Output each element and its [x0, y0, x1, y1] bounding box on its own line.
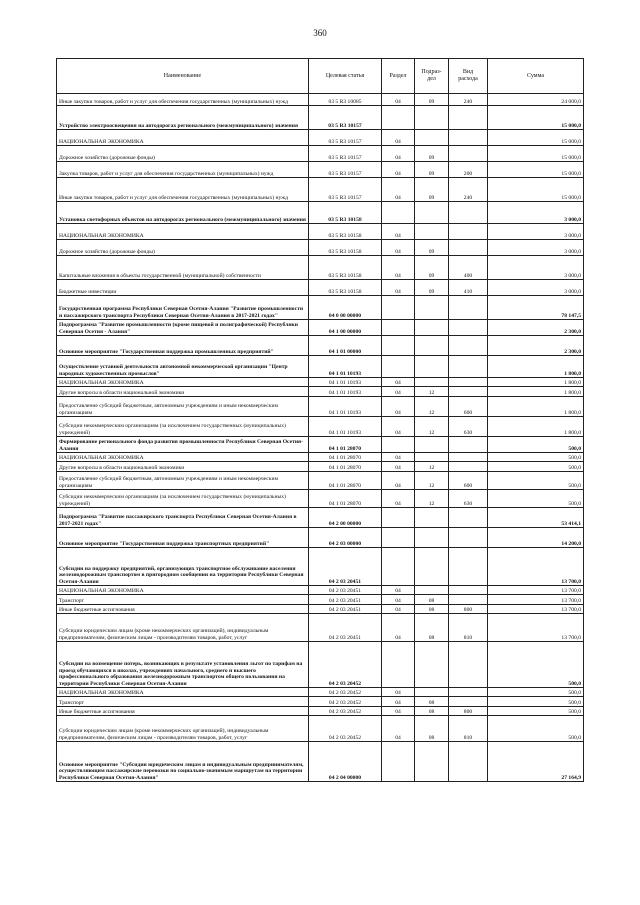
table-row [57, 387, 584, 397]
cell-amount: 13 700,0 [488, 614, 584, 642]
cell-expense-type [449, 320, 488, 336]
cell-section [382, 528, 415, 548]
cell-name: Государственная программа Республики Северная Осетия-Алания "Развитие промышленности и пассажирского транспорта Республики Северная Осетия-Алания в 2017-2021 годах" [57, 296, 309, 320]
cell-target-article: 04 2 03 20452 [309, 642, 382, 688]
cell-name: Капитальные вложения в объекты государственной (муниципальной) собственности [57, 256, 309, 280]
cell-amount: 15 000,0 [488, 146, 584, 162]
cell-section [382, 642, 415, 688]
cell-name: Иные бюджетные ассигнования [57, 707, 309, 716]
cell-expense-type: 600 [449, 397, 488, 417]
table-row [57, 336, 584, 356]
cell-name: Субсидии на возмещение потерь, возникающих в результате установления льгот по тарифам на проезд обучающихся в школах, учреждениях начального, среднего и высшего профессионального образования железнодорожным транспортом общего пользования на территории Республики Северная Осетия-Алания [57, 642, 309, 688]
cell-name: Транспорт [57, 595, 309, 605]
table-row [57, 202, 584, 224]
cell-expense-type [449, 462, 488, 472]
table-row [57, 437, 584, 453]
cell-expense-type: 630 [449, 417, 488, 437]
cell-section: 04 [382, 453, 415, 462]
cell-expense-type [449, 697, 488, 707]
cell-name: Дорожное хозяйство (дорожные фонды) [57, 146, 309, 162]
cell-expense-type: 410 [449, 280, 488, 296]
cell-amount: 27 164,9 [488, 742, 584, 782]
table-row [57, 356, 584, 378]
cell-subsection [415, 548, 449, 586]
table-row [57, 256, 584, 280]
cell-section: 04 [382, 178, 415, 202]
cell-name: Бюджетные инвестиции [57, 280, 309, 296]
cell-amount: 3 000,0 [488, 256, 584, 280]
cell-subsection: 09 [415, 178, 449, 202]
cell-section [382, 106, 415, 130]
cell-subsection: 09 [415, 240, 449, 256]
budget-table [56, 58, 584, 782]
table-row [57, 586, 584, 595]
table-row [57, 697, 584, 707]
cell-subsection: 12 [415, 397, 449, 417]
column-header-amount: Сумма [488, 59, 584, 94]
cell-target-article: 04 2 03 20452 [309, 707, 382, 716]
cell-name: Субсидии юридическим лицам (кроме некоммерческих организаций), индивидуальным предпринимателям, физическим лицам - производителям товаров, работ, услуг [57, 716, 309, 742]
cell-subsection: 09 [415, 146, 449, 162]
cell-expense-type [449, 240, 488, 256]
cell-expense-type [449, 642, 488, 688]
cell-expense-type: 600 [449, 472, 488, 490]
cell-section: 04 [382, 462, 415, 472]
cell-amount: 500,0 [488, 472, 584, 490]
table-row [57, 490, 584, 508]
cell-expense-type: 810 [449, 716, 488, 742]
cell-name: НАЦИОНАЛЬНАЯ ЭКОНОМИКА [57, 688, 309, 697]
table-row [57, 162, 584, 178]
table-row [57, 146, 584, 162]
cell-section: 04 [382, 707, 415, 716]
cell-name: Другие вопросы в области национальной экономики [57, 387, 309, 397]
cell-amount: 500,0 [488, 707, 584, 716]
cell-section: 04 [382, 146, 415, 162]
cell-target-article: 04 2 03 20451 [309, 548, 382, 586]
cell-name: Подпрограмма "Развитие промышленности (кроме пищевой и полиграфической) Республики Северная Осетия - Алания" [57, 320, 309, 336]
cell-name: НАЦИОНАЛЬНАЯ ЭКОНОМИКА [57, 224, 309, 240]
cell-amount: 2 300,0 [488, 320, 584, 336]
cell-section: 04 [382, 256, 415, 280]
cell-target-article: 04 1 01 10193 [309, 356, 382, 378]
cell-name: НАЦИОНАЛЬНАЯ ЭКОНОМИКА [57, 586, 309, 595]
cell-expense-type: 810 [449, 614, 488, 642]
cell-amount: 500,0 [488, 688, 584, 697]
cell-expense-type [449, 548, 488, 586]
cell-amount: 500,0 [488, 490, 584, 508]
column-header-subsection: Подраз- дел [415, 59, 449, 94]
cell-target-article: 04 1 01 28070 [309, 462, 382, 472]
cell-section [382, 437, 415, 453]
cell-target-article: 03 5 R3 10157 [309, 146, 382, 162]
cell-expense-type [449, 106, 488, 130]
cell-subsection: 08 [415, 614, 449, 642]
cell-target-article: 04 1 00 00000 [309, 320, 382, 336]
cell-expense-type [449, 508, 488, 528]
cell-expense-type [449, 453, 488, 462]
table-row [57, 106, 584, 130]
cell-target-article: 03 5 R3 10158 [309, 202, 382, 224]
table-row [57, 508, 584, 528]
cell-subsection [415, 453, 449, 462]
cell-name: Установка светофорных объектов на автодорогах регионального (межмуниципального) значения [57, 202, 309, 224]
column-header-name: Наименование [57, 59, 309, 94]
cell-expense-type: 200 [449, 162, 488, 178]
cell-expense-type: 240 [449, 94, 488, 106]
cell-section: 04 [382, 224, 415, 240]
table-row [57, 296, 584, 320]
cell-section [382, 742, 415, 782]
cell-amount: 500,0 [488, 716, 584, 742]
cell-target-article: 04 0 00 00000 [309, 296, 382, 320]
column-header-expense-type: Вид расхода [449, 59, 488, 94]
cell-section: 04 [382, 240, 415, 256]
cell-subsection [415, 642, 449, 688]
cell-name: Закупка товаров, работ и услуг для обеспечения государственных (муниципальных) нужд [57, 162, 309, 178]
cell-name: Основное мероприятие "Государственная поддержка промышленных предприятий" [57, 336, 309, 356]
cell-name: Субсидии юридическим лицам (кроме некоммерческих организаций), индивидуальным предпринимателям, физическим лицам - производителям товаров, работ, услуг [57, 614, 309, 642]
column-header-section: Раздел [382, 59, 415, 94]
cell-section: 04 [382, 130, 415, 146]
table-row [57, 178, 584, 202]
cell-target-article: 03 5 R3 10157 [309, 178, 382, 202]
cell-subsection: 12 [415, 472, 449, 490]
cell-subsection: 09 [415, 256, 449, 280]
cell-name: НАЦИОНАЛЬНАЯ ЭКОНОМИКА [57, 453, 309, 462]
cell-target-article: 04 2 03 20451 [309, 605, 382, 614]
cell-target-article: 03 5 R3 10158 [309, 280, 382, 296]
cell-name: НАЦИОНАЛЬНАЯ ЭКОНОМИКА [57, 130, 309, 146]
cell-subsection [415, 320, 449, 336]
cell-amount: 1 800,0 [488, 387, 584, 397]
cell-amount: 24 000,0 [488, 94, 584, 106]
cell-target-article: 04 1 01 00000 [309, 336, 382, 356]
table-row [57, 548, 584, 586]
cell-subsection [415, 106, 449, 130]
table-row [57, 240, 584, 256]
cell-subsection: 12 [415, 490, 449, 508]
cell-amount: 15 000,0 [488, 162, 584, 178]
cell-section [382, 336, 415, 356]
cell-target-article: 03 5 R3 10158 [309, 256, 382, 280]
cell-amount: 13 700,0 [488, 605, 584, 614]
cell-amount: 15 000,0 [488, 178, 584, 202]
cell-amount: 3 000,0 [488, 240, 584, 256]
cell-amount: 13 700,0 [488, 595, 584, 605]
cell-amount: 3 000,0 [488, 202, 584, 224]
cell-subsection: 09 [415, 162, 449, 178]
cell-expense-type [449, 688, 488, 697]
cell-target-article: 04 1 01 28070 [309, 490, 382, 508]
table-row [57, 742, 584, 782]
table-row [57, 280, 584, 296]
cell-amount: 500,0 [488, 697, 584, 707]
cell-expense-type: 630 [449, 490, 488, 508]
cell-section [382, 356, 415, 378]
cell-section: 04 [382, 490, 415, 508]
cell-amount: 1 800,0 [488, 356, 584, 378]
cell-subsection [415, 508, 449, 528]
table-row [57, 378, 584, 387]
table-row [57, 642, 584, 688]
table-row [57, 130, 584, 146]
table-row [57, 605, 584, 614]
cell-target-article: 04 1 01 10193 [309, 387, 382, 397]
cell-section: 04 [382, 94, 415, 106]
cell-name: Основное мероприятие "Государственная поддержка транспортных предприятий" [57, 528, 309, 548]
cell-target-article: 04 1 01 28070 [309, 472, 382, 490]
cell-subsection: 08 [415, 716, 449, 742]
cell-name: Основное мероприятие "Субсидии юридическим лицам и индивидуальным предпринимателям, осуществляющим пассажирские перевозки по социально-значимым маршрутам на территории Республики Северная Осетия-Алания" [57, 742, 309, 782]
cell-expense-type [449, 378, 488, 387]
cell-name: Субсидии некоммерческим организациям (за исключением государственных (муниципальных) учреждений) [57, 417, 309, 437]
cell-name: Субсидии на поддержку предприятий, организующих транспортное обслуживание населения железнодорожным транспортом в пригородном сообщении на территории Республики Северная Осетия-Алания [57, 548, 309, 586]
column-header-target-article: Целевая статья [309, 59, 382, 94]
cell-name: Подпрограмма "Развитие пассажирского транспорта Республики Северная Осетия-Алания в 2017-2021 годах" [57, 508, 309, 528]
cell-target-article: 03 5 R3 10157 [309, 130, 382, 146]
cell-section: 04 [382, 586, 415, 595]
cell-amount: 53 414,1 [488, 508, 584, 528]
cell-amount: 3 000,0 [488, 224, 584, 240]
cell-expense-type [449, 336, 488, 356]
cell-amount: 2 300,0 [488, 336, 584, 356]
cell-name: Осуществление уставной деятельности автономной некоммерческой организации "Центр народных художественных промыслов" [57, 356, 309, 378]
table-body [57, 94, 584, 782]
cell-subsection [415, 202, 449, 224]
cell-target-article: 04 1 01 10193 [309, 397, 382, 417]
cell-section: 04 [382, 280, 415, 296]
cell-target-article: 04 2 03 00000 [309, 528, 382, 548]
cell-section [382, 296, 415, 320]
cell-subsection: 12 [415, 417, 449, 437]
cell-amount: 1 800,0 [488, 378, 584, 387]
cell-section: 04 [382, 595, 415, 605]
cell-expense-type [449, 130, 488, 146]
cell-subsection: 08 [415, 595, 449, 605]
cell-subsection [415, 688, 449, 697]
cell-expense-type [449, 437, 488, 453]
cell-subsection: 08 [415, 605, 449, 614]
cell-section: 04 [382, 697, 415, 707]
cell-expense-type: 800 [449, 605, 488, 614]
cell-amount: 1 800,0 [488, 417, 584, 437]
cell-name: Субсидии некоммерческим организациям (за исключением государственных (муниципальных) учреждений) [57, 490, 309, 508]
cell-expense-type: 240 [449, 178, 488, 202]
cell-section: 04 [382, 378, 415, 387]
cell-section: 04 [382, 605, 415, 614]
table-row [57, 224, 584, 240]
cell-name: Иные закупки товаров, работ и услуг для обеспечения государственных (муниципальных) нужд [57, 94, 309, 106]
cell-target-article: 03 5 R3 10085 [309, 94, 382, 106]
cell-subsection [415, 224, 449, 240]
cell-name: Дорожное хозяйство (дорожные фонды) [57, 240, 309, 256]
cell-expense-type [449, 586, 488, 595]
cell-amount: 500,0 [488, 437, 584, 453]
cell-amount: 500,0 [488, 453, 584, 462]
cell-subsection [415, 742, 449, 782]
cell-target-article: 04 2 03 20451 [309, 614, 382, 642]
cell-target-article: 04 1 01 28070 [309, 453, 382, 462]
cell-target-article: 04 2 03 20452 [309, 697, 382, 707]
cell-subsection: 12 [415, 462, 449, 472]
table-row [57, 462, 584, 472]
cell-subsection [415, 586, 449, 595]
cell-section: 04 [382, 397, 415, 417]
cell-section [382, 202, 415, 224]
cell-expense-type [449, 146, 488, 162]
cell-subsection [415, 296, 449, 320]
cell-target-article: 04 2 03 20452 [309, 688, 382, 697]
cell-section: 04 [382, 417, 415, 437]
cell-name: НАЦИОНАЛЬНАЯ ЭКОНОМИКА [57, 378, 309, 387]
cell-target-article: 03 5 R3 10157 [309, 162, 382, 178]
cell-name: Транспорт [57, 697, 309, 707]
cell-target-article: 03 5 R3 10157 [309, 106, 382, 130]
cell-expense-type [449, 202, 488, 224]
table-row [57, 453, 584, 462]
cell-subsection: 09 [415, 280, 449, 296]
page-number: 360 [313, 28, 327, 38]
cell-section [382, 548, 415, 586]
cell-subsection: 09 [415, 94, 449, 106]
cell-subsection [415, 336, 449, 356]
cell-name: Другие вопросы в области национальной экономики [57, 462, 309, 472]
table-header [57, 59, 584, 94]
cell-subsection [415, 528, 449, 548]
cell-expense-type [449, 595, 488, 605]
cell-amount: 500,0 [488, 462, 584, 472]
cell-amount: 78 147,5 [488, 296, 584, 320]
cell-expense-type [449, 356, 488, 378]
cell-target-article: 03 5 R3 10158 [309, 240, 382, 256]
cell-target-article: 04 1 01 10193 [309, 378, 382, 387]
cell-name: Формирование регионального фонда развития промышленности Республики Северная Осетия-Алания [57, 437, 309, 453]
cell-amount: 13 700,0 [488, 548, 584, 586]
cell-expense-type [449, 742, 488, 782]
cell-amount: 13 700,0 [488, 586, 584, 595]
cell-amount: 1 800,0 [488, 397, 584, 417]
table-row [57, 472, 584, 490]
cell-target-article: 04 2 00 00000 [309, 508, 382, 528]
cell-section: 04 [382, 716, 415, 742]
cell-subsection [415, 437, 449, 453]
cell-target-article: 04 2 04 00000 [309, 742, 382, 782]
cell-target-article: 04 1 01 28070 [309, 437, 382, 453]
cell-name: Иные закупки товаров, работ и услуг для обеспечения государственных (муниципальных) нужд [57, 178, 309, 202]
cell-section: 04 [382, 614, 415, 642]
table-row [57, 417, 584, 437]
table-row [57, 716, 584, 742]
table-row [57, 707, 584, 716]
table-row [57, 528, 584, 548]
cell-section: 04 [382, 387, 415, 397]
cell-amount: 14 200,0 [488, 528, 584, 548]
cell-target-article: 04 2 03 20451 [309, 586, 382, 595]
cell-subsection: 08 [415, 707, 449, 716]
cell-target-article: 04 1 01 10193 [309, 417, 382, 437]
cell-expense-type [449, 387, 488, 397]
cell-section [382, 508, 415, 528]
table-row [57, 94, 584, 106]
cell-subsection: 08 [415, 697, 449, 707]
cell-section [382, 320, 415, 336]
table-row [57, 397, 584, 417]
cell-expense-type [449, 224, 488, 240]
cell-target-article: 04 2 03 20451 [309, 595, 382, 605]
cell-name: Предоставление субсидий бюджетным, автономным учреждениям и иным некоммерческим организациям [57, 397, 309, 417]
cell-target-article: 04 2 03 20452 [309, 716, 382, 742]
cell-subsection [415, 378, 449, 387]
cell-amount: 15 000,0 [488, 106, 584, 130]
cell-amount: 500,0 [488, 642, 584, 688]
table-row [57, 320, 584, 336]
table-row [57, 614, 584, 642]
cell-target-article: 03 5 R3 10158 [309, 224, 382, 240]
cell-section: 04 [382, 162, 415, 178]
cell-amount: 15 000,0 [488, 130, 584, 146]
cell-name: Устройство электроосвещения на автодорогах регионального (межмуниципального) значения [57, 106, 309, 130]
cell-section: 04 [382, 688, 415, 697]
cell-subsection: 12 [415, 387, 449, 397]
table-row [57, 688, 584, 697]
cell-expense-type [449, 528, 488, 548]
cell-expense-type: 800 [449, 707, 488, 716]
cell-name: Предоставление субсидий бюджетным, автономным учреждениям и иным некоммерческим организациям [57, 472, 309, 490]
cell-subsection [415, 356, 449, 378]
cell-expense-type: 400 [449, 256, 488, 280]
cell-name: Иные бюджетные ассигнования [57, 605, 309, 614]
cell-amount: 3 000,0 [488, 280, 584, 296]
cell-section: 04 [382, 472, 415, 490]
cell-expense-type [449, 296, 488, 320]
table-row [57, 595, 584, 605]
cell-subsection [415, 130, 449, 146]
